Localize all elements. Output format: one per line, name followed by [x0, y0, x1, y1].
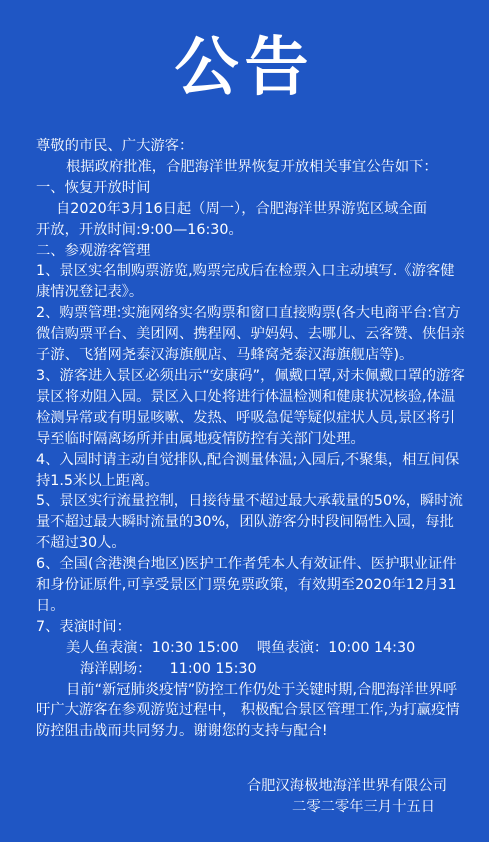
- rule-item-6: 6、全国(含港澳台地区)医护工作者凭本人有效证件、医护职业证件和身份证原件,可享受景区门票免票政策，有效期至2020年12月31日。: [36, 556, 457, 614]
- signature-block: [247, 776, 447, 818]
- organization-name: 合肥汉海极地海洋世界有限公司: [246, 778, 447, 794]
- closing-paragraph: 目前“新冠肺炎疫情”防控工作仍处于关键时期,合肥海洋世界呼吁广大游客在参观游览过程中， 积极配合景区管理工作,为打赢疫情防控阻击战而共同努力。谢谢您的支持与配合!: [36, 681, 460, 740]
- section2-heading: 二、参观游客管理: [36, 242, 151, 259]
- announcement-body: [36, 136, 466, 742]
- rule-item-4: 4、入园时请主动自觉排队,配合测量体温;入园后,不聚集，相互间保持1.5米以上距离。: [36, 451, 460, 489]
- intro-paragraph: 根据政府批准，合肥海洋世界恢复开放相关事宜公告如下：: [66, 158, 438, 175]
- mermaid-show-time: 美人鱼表演：10:30 15:00: [66, 639, 239, 656]
- announcement-date: 二零二零年三月十五日: [292, 798, 435, 815]
- rule-item-3: 3、游客进入景区必须出示“安康码”，佩戴口罩,对未佩戴口罩的游客景区将劝阻入园。景区入口处将进行体温检测和健康状况核验,体温检测异常或有明显咳嗽、发热、呼吸急促等疑似症状人员,景区将引导至临时隔离场所并由属地疫情防控有关部门处理。: [36, 367, 465, 447]
- announcement-title: 公告: [174, 31, 315, 105]
- theater-show-time: 海洋剧场： 11:00 15:30: [80, 660, 257, 677]
- rule-item-5: 5、景区实行流量控制，日接待量不超过最大承载量的50%，瞬时流量不超过最大瞬时流量的30%，团队游客分时段间隔性入园，每批不超过30人。: [36, 493, 463, 552]
- feeding-show-time: 喂鱼表演：10:00 14:30: [256, 639, 416, 656]
- opening-date-text: 自2020年3月16日起（周一），合肥海洋世界游览区域全面: [56, 200, 428, 217]
- show-times-row-1: [36, 638, 466, 659]
- rule-item-2: 2、购票管理:实施网络实名购票和窗口直接购票(各大电商平台:官方微信购票平台、美团网、携程网、驴妈妈、去哪儿、云客赞、侠侣亲子游、飞猪网尧泰汉海旗舰店、马蜂窝尧泰汉海旗舰店等)。: [36, 305, 465, 364]
- greeting: 尊敬的市民、广大游客：: [36, 138, 194, 154]
- section1-heading: 一、恢复开放时间: [36, 179, 151, 196]
- show-times-heading: 7、表演时间：: [36, 618, 131, 635]
- rule-item-1: 1、景区实名制购票游览,购票完成后在检票入口主动填写.《游客健康情况登记表》。: [36, 263, 455, 301]
- opening-hours-text: 开放，开放时间:9:00—16:30。: [36, 221, 243, 238]
